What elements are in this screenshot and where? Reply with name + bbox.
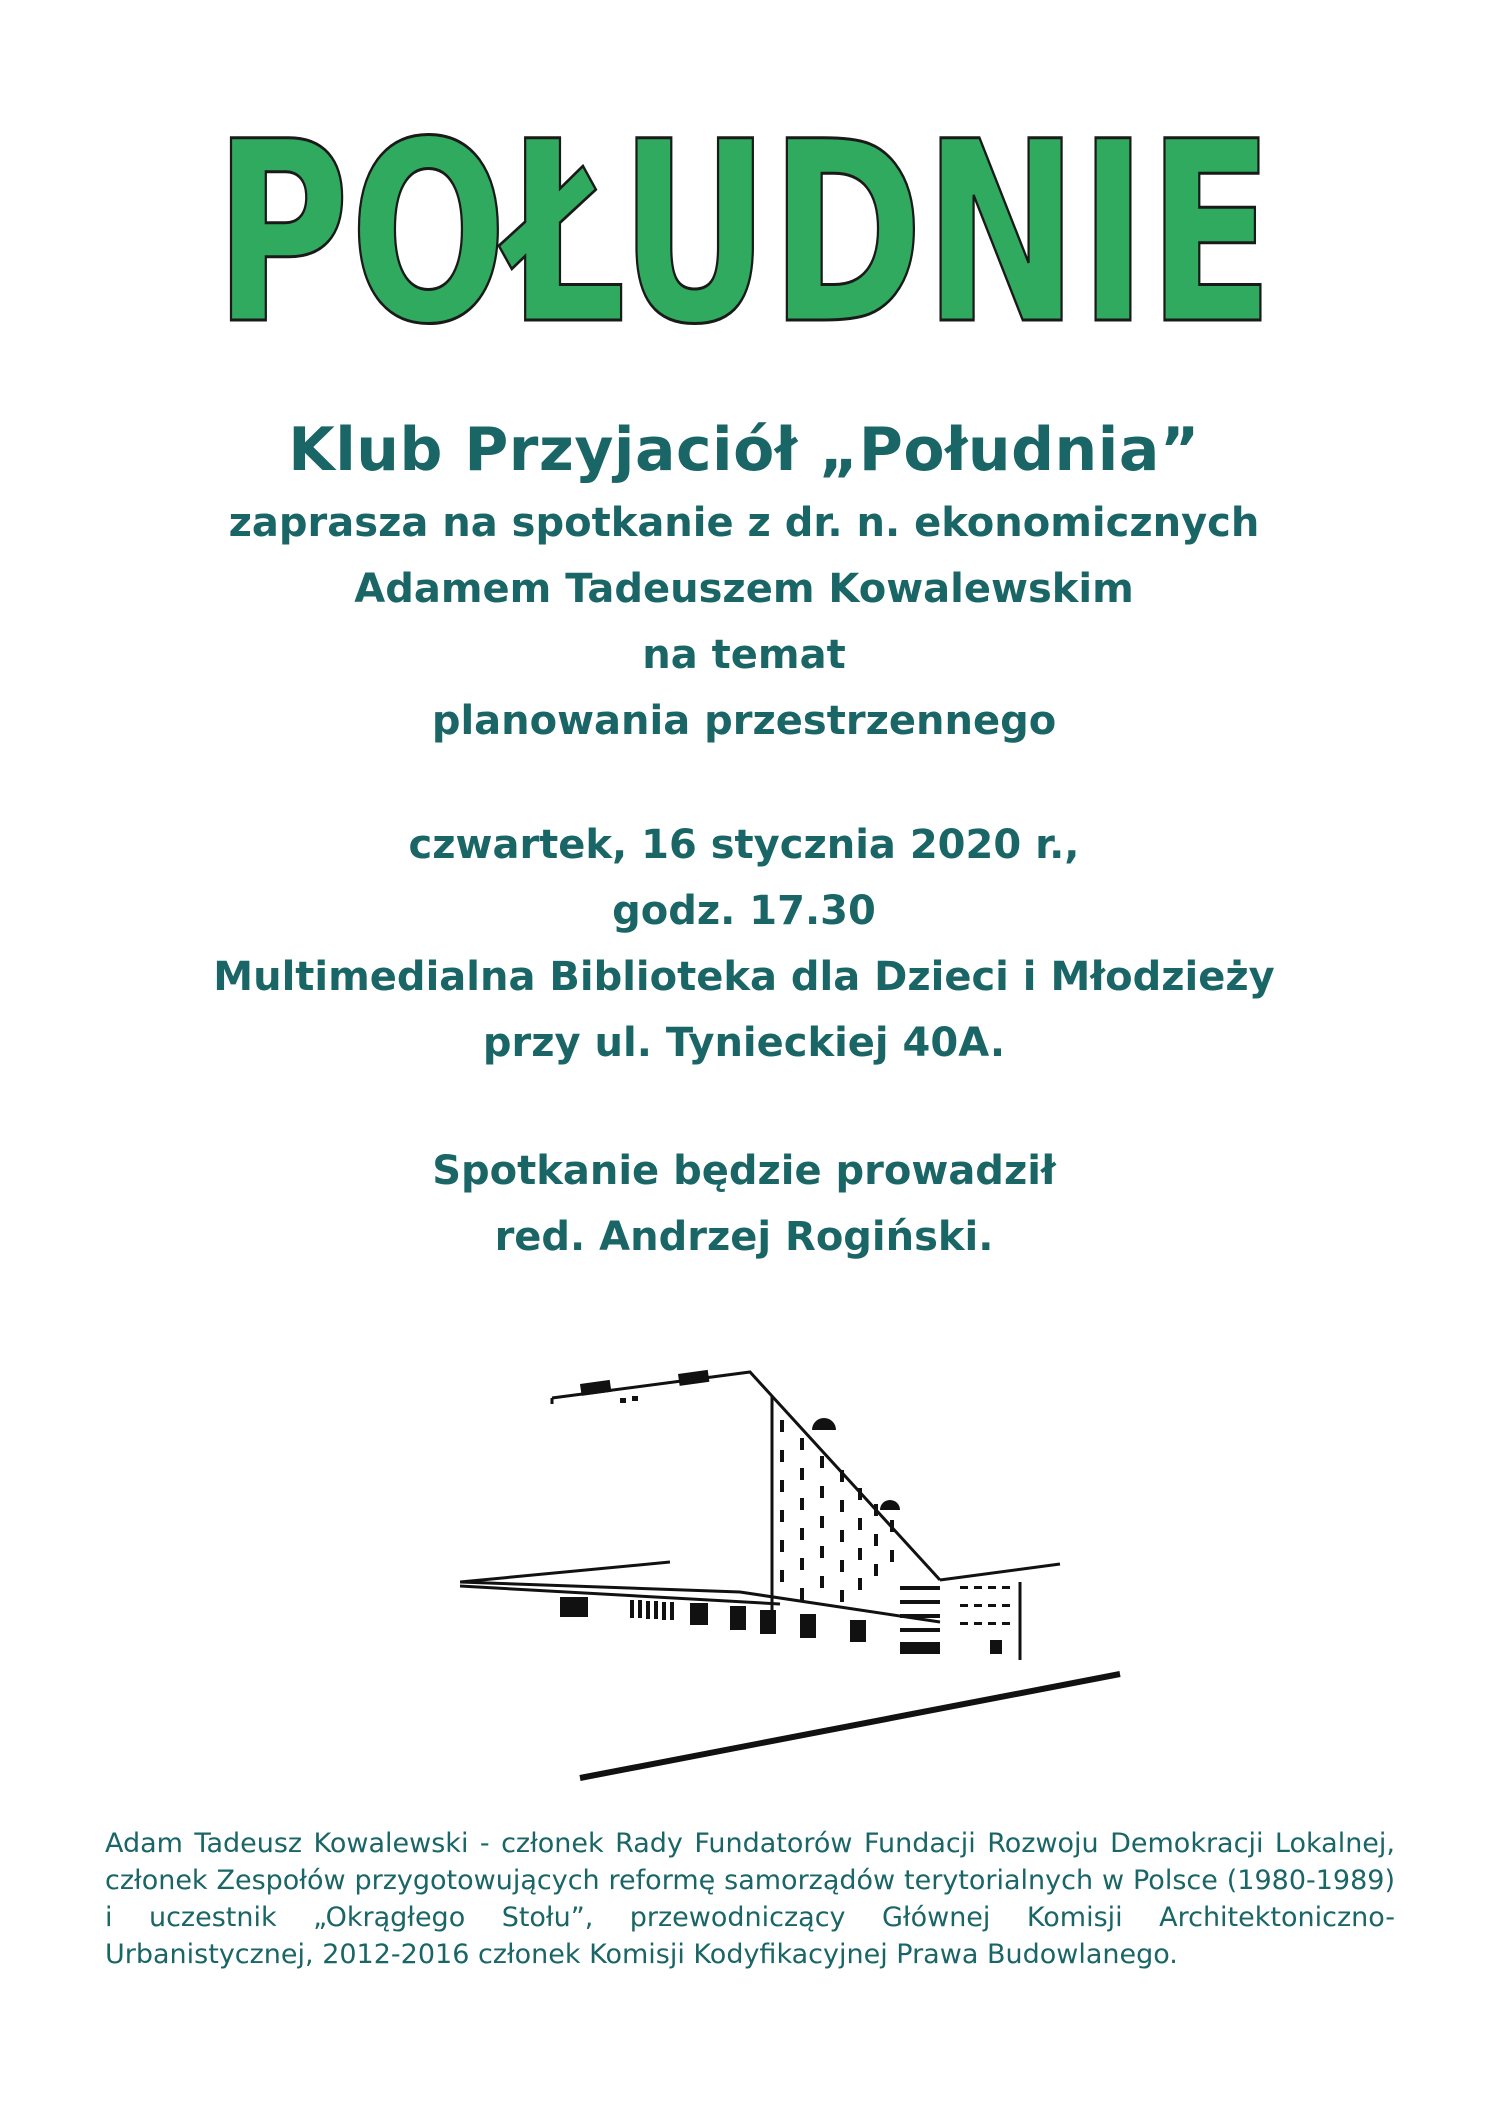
topic: planowania przestrzennego (431, 698, 1057, 744)
building-drawing (460, 1360, 1140, 1790)
event-date: czwartek, 16 stycznia 2020 r., (408, 822, 1080, 868)
guest-name: Adamem Tadeuszem Kowalewskim (354, 566, 1134, 612)
invitation-line-1: zaprasza na spotkanie z dr. n. ekonomicznych (228, 500, 1260, 546)
masthead-title: POŁUDNIE (214, 90, 1274, 360)
event-venue: Multimedialna Biblioteka dla Dzieci i Młodzieży (213, 954, 1275, 1000)
event-time: godz. 17.30 (612, 888, 876, 934)
event-address: przy ul. Tynieckiej 40A. (482, 1020, 1006, 1066)
host-name: red. Andrzej Rogiński. (494, 1214, 994, 1260)
speaker-bio: Adam Tadeusz Kowalewski - członek Rady Fundatorów Fundacji Rozwoju Demokracji Lokalnej, członek Zespołów przygotowujących reformę samorządów terytorialnych w Polsce (1980-1989) i uczestnik „Okrągłego Stołu”, przewodniczący Głównej Komisji Architektoniczno-Urbanistycznej, 2012-2016 członek Komisji Kodyfikacyjnej Prawa Budowlanego. (105, 1828, 1395, 1970)
building-illustration (460, 1360, 1140, 1790)
masthead-title-svg (0, 90, 1488, 360)
host-line-1: Spotkanie będzie prowadził (432, 1148, 1056, 1194)
masthead (0, 90, 1488, 360)
club-title: Klub Przyjaciół „Południa” (288, 415, 1200, 485)
topic-intro: na temat (642, 632, 846, 678)
invitation-block (0, 410, 1488, 1270)
